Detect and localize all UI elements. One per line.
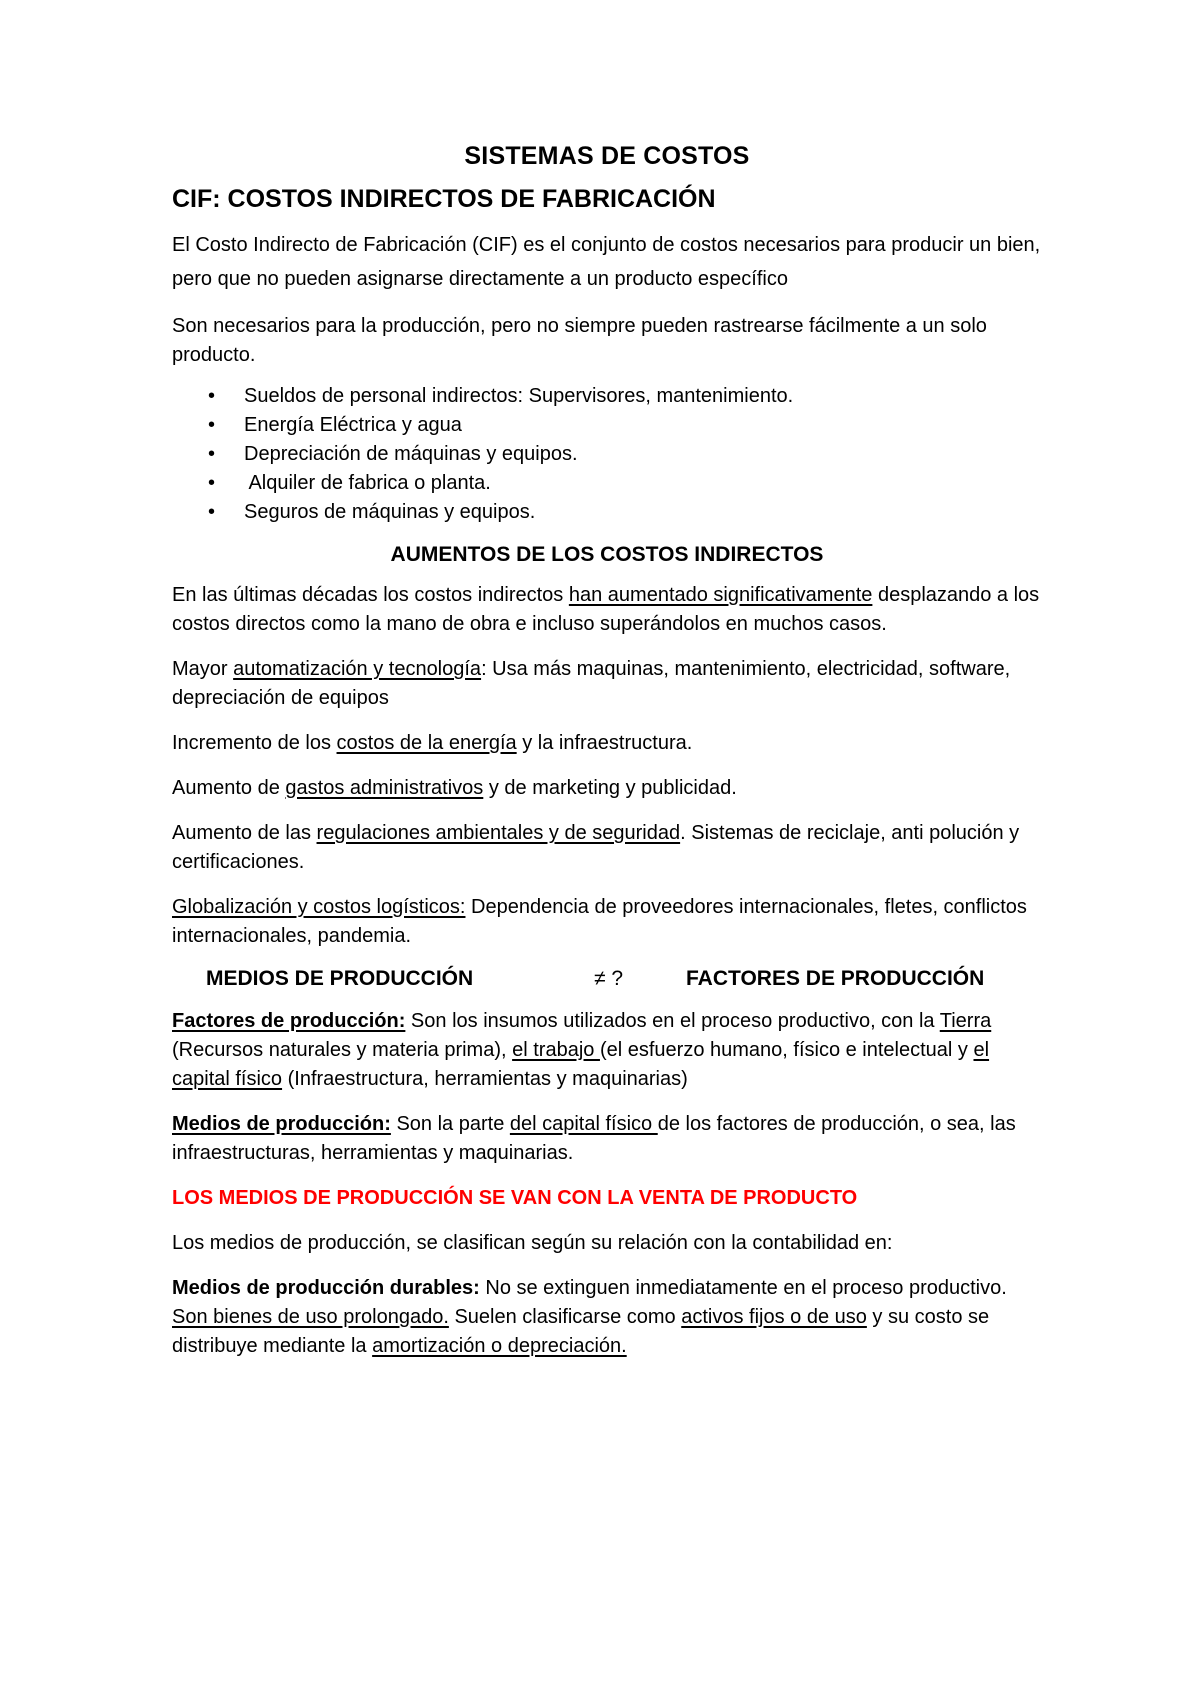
text-run: (el esfuerzo humano, físico e intelectual y	[599, 1039, 974, 1061]
text-run: (Recursos naturales y materia prima),	[172, 1039, 513, 1061]
document-body	[172, 142, 1042, 1377]
underlined-text: amortización o depreciación.	[372, 1335, 627, 1357]
comparison-right: FACTORES DE PRODUCCIÓN	[686, 967, 985, 990]
text-run: Dependencia de proveedores internacionales, fletes, conflictos internacionales, pandemia.	[172, 896, 1027, 947]
aumentos-paragraph-3	[172, 729, 1042, 758]
not-equal-symbol: ≠ ?	[594, 967, 624, 990]
text-run: . Sistemas de reciclaje, anti polución y certificaciones.	[172, 822, 1020, 873]
comparison-heading	[172, 967, 1042, 991]
durables-paragraph	[172, 1274, 1042, 1361]
factores-paragraph	[172, 1007, 1042, 1094]
text-run: En las últimas décadas los costos indirectos	[172, 584, 569, 606]
text-run: Son la parte	[390, 1113, 510, 1135]
list-item: • Energía Eléctrica y agua	[244, 411, 1042, 440]
aumentos-paragraph-6	[172, 893, 1042, 951]
aumentos-paragraph-1	[172, 581, 1042, 639]
comparison-left: MEDIOS DE PRODUCCIÓN	[206, 967, 474, 990]
list-item: • Sueldos de personal indirectos: Supervisores, mantenimiento.	[244, 382, 1042, 411]
cif-heading: CIF: COSTOS INDIRECTOS DE FABRICACIÓN	[172, 185, 716, 213]
cif-examples-list	[172, 382, 1042, 527]
underlined-text: gastos administrativos	[285, 777, 484, 799]
list-item: • Alquiler de fabrica o planta.	[244, 469, 1042, 498]
underlined-text: Tierra	[939, 1010, 992, 1032]
underlined-text: Globalización y costos logísticos:	[172, 896, 466, 918]
underlined-text: el trabajo	[512, 1039, 600, 1061]
underlined-text: automatización y tecnología	[233, 658, 482, 680]
text-run: Mayor	[172, 658, 234, 680]
list-item: • Seguros de máquinas y equipos.	[244, 498, 1042, 527]
underlined-text: el capital físico	[172, 1039, 990, 1090]
text-run: y de marketing y publicidad.	[483, 777, 737, 799]
underlined-text: han aumentado significativamente	[568, 584, 873, 606]
aumentos-paragraph-4	[172, 774, 1042, 803]
text-run: No se extinguen inmediatamente en el proceso productivo.	[479, 1277, 1007, 1299]
text-run: desplazando a los costos directos como la mano de obra e incluso superándolos en muchos casos.	[172, 584, 1040, 635]
underlined-text: costos de la energía	[336, 732, 517, 754]
factores-label: Factores de producción:	[172, 1010, 406, 1032]
text-run: Incremento de los	[172, 732, 337, 754]
text-run: Aumento de las	[172, 822, 317, 844]
medios-paragraph	[172, 1110, 1042, 1168]
aumentos-paragraph-5	[172, 819, 1042, 877]
text-run: Suelen clasificarse como	[448, 1306, 682, 1328]
underlined-text: Son bienes de uso prolongado.	[172, 1306, 449, 1328]
cif-intro-paragraph: El Costo Indirecto de Fabricación (CIF) es el conjunto de costos necesarios para producir un bien, pero que no pueden asignarse directamente a un producto específico	[172, 234, 1041, 290]
document-title: SISTEMAS DE COSTOS	[464, 142, 750, 170]
medios-label: Medios de producción:	[172, 1113, 391, 1135]
durables-label: Medios de producción durables:	[172, 1277, 480, 1299]
text-run: (Infraestructura, herramientas y maquinarias)	[282, 1068, 688, 1090]
text-run: y su costo se distribuye mediante la	[172, 1306, 990, 1357]
underlined-text: del capital físico	[509, 1113, 658, 1135]
aumentos-heading: AUMENTOS DE LOS COSTOS INDIRECTOS	[390, 543, 824, 566]
red-callout: LOS MEDIOS DE PRODUCCIÓN SE VAN CON LA VENTA DE PRODUCTO	[172, 1187, 858, 1209]
list-item: • Depreciación de máquinas y equipos.	[244, 440, 1042, 469]
text-run: y la infraestructura.	[516, 732, 693, 754]
underlined-text: regulaciones ambientales y de seguridad	[316, 822, 681, 844]
clasificacion-paragraph: Los medios de producción, se clasifican según su relación con la contabilidad en:	[172, 1232, 893, 1254]
text-run: : Usa más maquinas, mantenimiento, electricidad, software, depreciación de equipos	[172, 658, 1011, 709]
text-run: Son los insumos utilizados en el proceso productivo, con la	[405, 1010, 940, 1032]
text-run: de los factores de producción, o sea, las infraestructuras, herramientas y maquinarias.	[172, 1113, 1016, 1164]
cif-note-paragraph: Son necesarios para la producción, pero no siempre pueden rastrearse fácilmente a un solo producto.	[172, 315, 987, 366]
text-run: Aumento de	[172, 777, 286, 799]
underlined-text: activos fijos o de uso	[681, 1306, 867, 1328]
aumentos-paragraph-2	[172, 655, 1042, 713]
